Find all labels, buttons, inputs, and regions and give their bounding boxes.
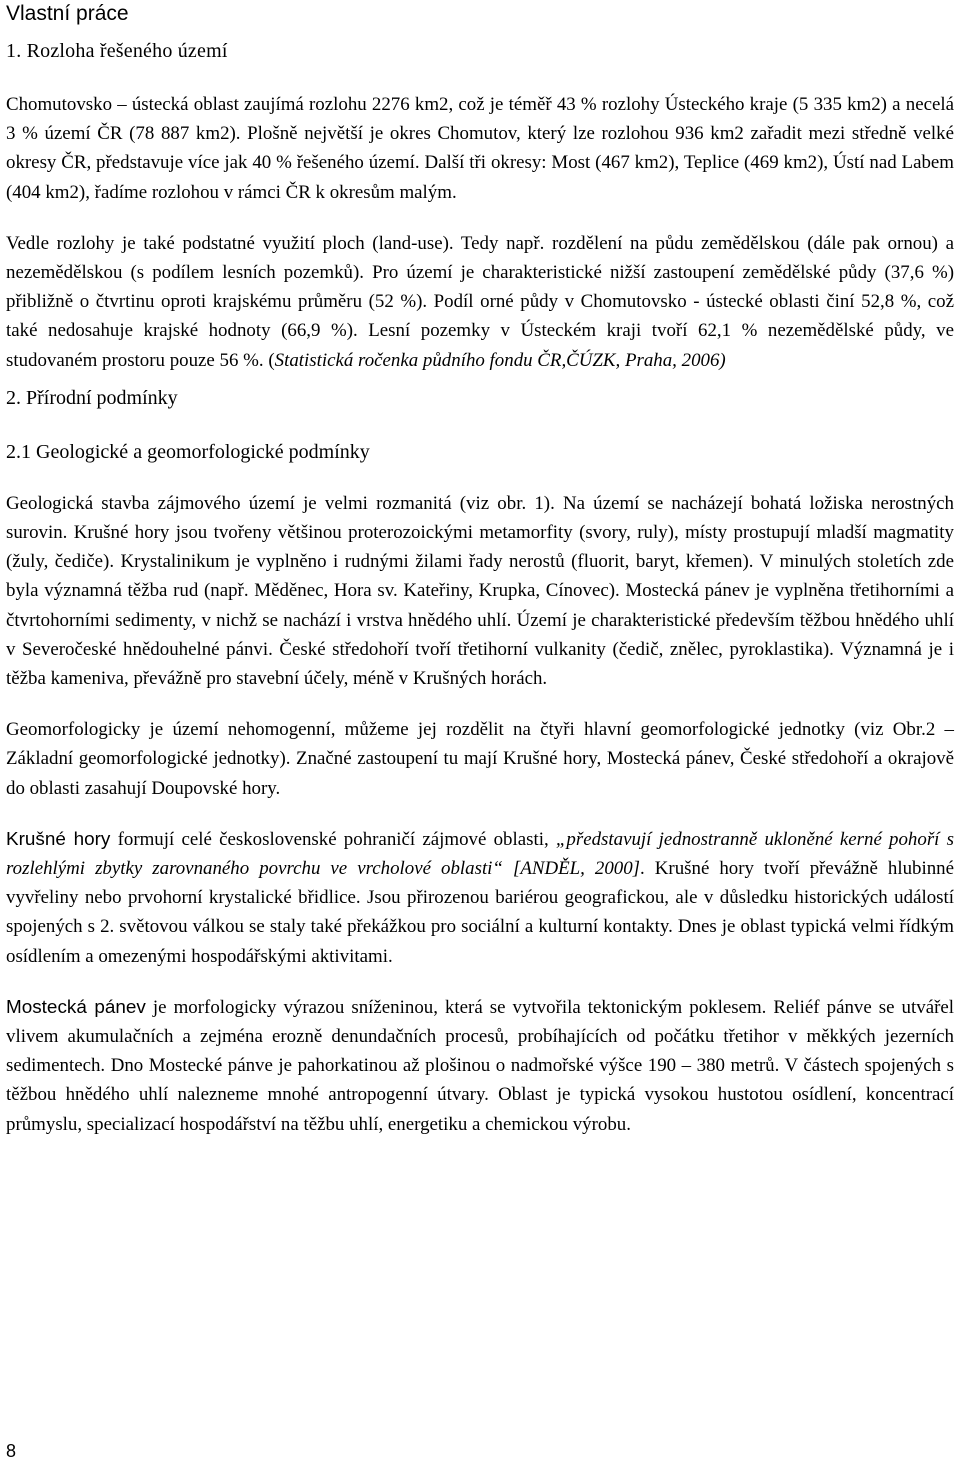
- term-krusne-hory: Krušné hory: [6, 828, 111, 850]
- paragraph-krusne-hory: [6, 825, 954, 971]
- paragraph-geomorphology: Geomorfologicky je území nehomogenní, můžeme jej rozdělit na čtyři hlavní geomorfologické jednotky (viz Obr.2 – Základní geomorfologické jednotky). Značné zastoupení tu mají Krušné hory, Mostecká pánev, České středohoří a okrajově do oblasti zasahují Doupovské hory.: [6, 719, 954, 799]
- krusne-quote: „představují jednostranně ukloněné kerné pohoří s rozlehlými zbytky zarovnaného povrchu ve vrcholové oblasti“ [ANDĚL, 2000]: [6, 828, 954, 880]
- chapter-heading: Vlastní práce: [6, 2, 129, 25]
- term-mostecka-panev: Mostecká pánev: [6, 996, 146, 1018]
- section-heading-prirodni-podminky: 2. Přírodní podmínky: [6, 386, 178, 409]
- document-page: [6, 0, 954, 1139]
- subsection-heading-geologicke: 2.1 Geologické a geomorfologické podmínky: [6, 440, 370, 463]
- most-text: je morfologicky výrazou sníženinou, která se vytvořila tektonickým poklesem. Reliéf pánve se utvářel vlivem akumulačních a zejména erozně denundačních procesů, probíhajících od počátku třetihor v měkkých jezerních sedimentech. Dno Mostecké pánve je pahorkatinou až plošinou o nadmořské výšce 190 – 380 metrů. V částech spojených s těžbou hnědého uhlí nalezneme mnohé antropogenní útvary. Oblast je typická vysokou hustotou osídlení, koncentrací průmyslu, specializací hospodářství na těžbu uhlí, energetiku a chemickou výrobu.: [6, 996, 954, 1135]
- krusne-text-2: . Krušné hory tvoří převážně hlubinné vyvřeliny nebo prvohorní krystalické břidlice. Jsou přirozenou bariérou geografickou, ale v důsledku historických událostí spojených s 2. světovou válkou se staly také překážkou pro sociální a kulturní kontakty. Dnes je oblast typická velmi řídkým osídlením a omezenými hospodářskými aktivitami.: [6, 858, 954, 967]
- paragraph-rozloha: Chomutovsko – ústecká oblast zaujímá rozlohu 2276 km2, což je téměř 43 % rozlohy Ústeckého kraje (5 335 km2) a necelá 3 % území ČR (78 887 km2). Plošně největší je okres Chomutov, který lze rozlohou 936 km2 zařadit mezi středně velké okresy ČR, představuje více jak 40 % řešeného území. Další tři okresy: Most (467 km2), Teplice (469 km2), Ústí nad Labem (404 km2), řadíme rozlohou v rámci ČR k okresům malým.: [6, 94, 954, 203]
- page-number: 8: [6, 1441, 17, 1461]
- paragraph-geology: Geologická stavba zájmového území je velmi rozmanitá (viz obr. 1). Na území se nacházejí bohatá ložiska nerostných surovin. Krušné hory jsou tvořeny většinou proterozoickými metamorfity (svory, ruly), místy prostupují mladší magmatity (žuly, čediče). Krystalinikum je vyplněno i rudnými žilami řady nerostů (fluorit, baryt, křemen). V minulých stoletích zde byla významná těžba rud (např. Měděnec, Hora sv. Kateřiny, Krupka, Cínovec). Mostecká pánev je vyplněna třetihorními a čtvrtohorními sedimenty, v nichž se nachází i vrstva hnědého uhlí. Území je charakteristické především těžbou hnědého uhlí v Severočeské hnědouhelné pánvi. České středohoří tvoří třetihorní vulkanity (čedič, znělec, pyroklastika). Významná je i těžba kameniva, převážně pro stavební účely, méně v Krušných horách.: [6, 492, 954, 690]
- land-use-text: Vedle rozlohy je také podstatné využití ploch (land-use). Tedy např. rozdělení na půdu zemědělskou (dále pak ornou) a nezemědělskou (s podílem lesních pozemků). Pro území je charakteristické nižší zastoupení zemědělské půdy (37,6 %) přibližně o čtvrtinu oproti krajskému průměru (52 %). Podíl orné půdy v Chomutovsko - ústecké oblasti činí 52,8 %, což také nedosahuje krajské hodnoty (66,9 %). Lesní pozemky v Ústeckém kraji tvoří 62,1 % nezemědělské půdy, ve studovaném prostoru pouze 56 %. (: [6, 232, 954, 371]
- krusne-text-1: formují celé československé pohraničí zájmové oblasti,: [110, 828, 556, 850]
- land-use-citation: Statistická ročenka půdního fondu ČR,ČÚZK, Praha, 2006): [274, 349, 726, 371]
- paragraph-mostecka-panev: [6, 993, 954, 1139]
- paragraph-land-use: [6, 229, 954, 375]
- section-heading-rozloha: 1. Rozloha řešeného území: [6, 40, 228, 62]
